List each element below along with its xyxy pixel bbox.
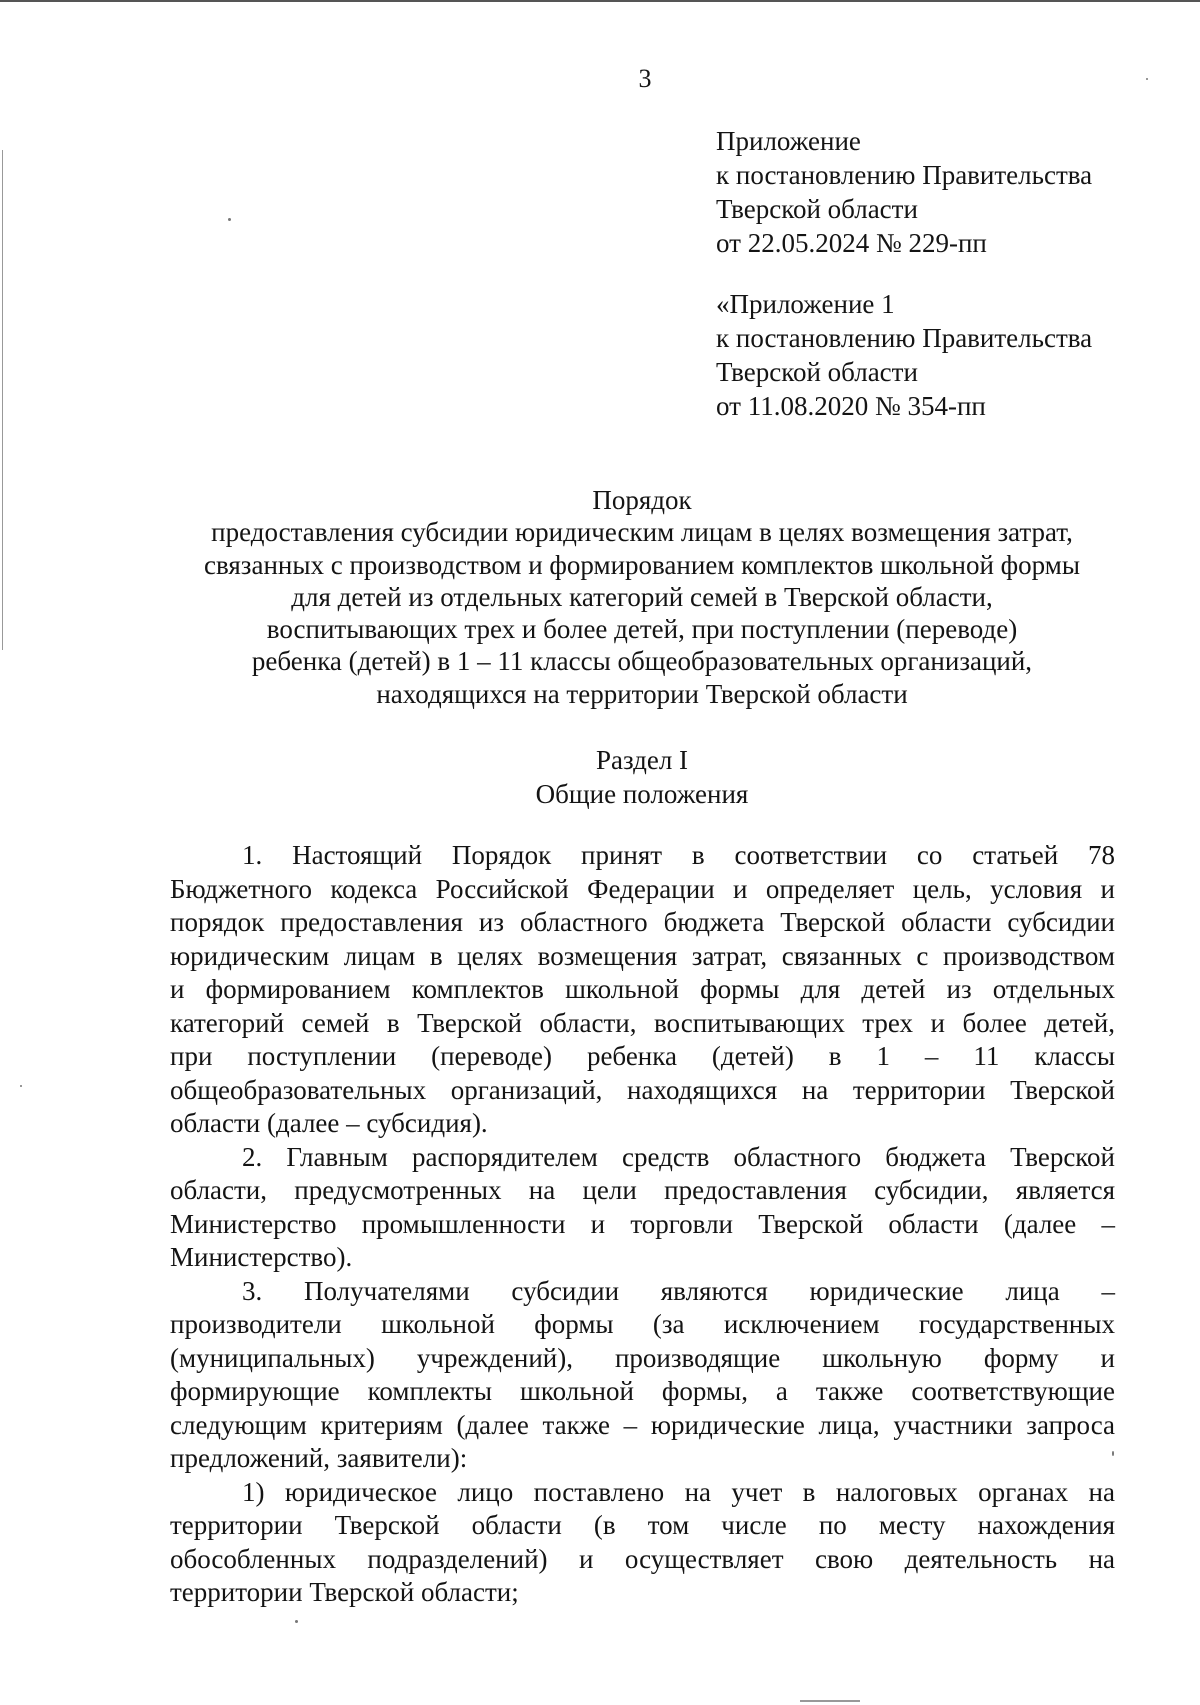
title-line: ребенка (детей) в 1 – 11 классы общеобразовательных организаций,: [251, 646, 1033, 677]
paragraph-line: следующим критериям (далее также – юридические лица, участники запроса: [170, 1409, 1115, 1440]
paragraph-line: 2. Главным распорядителем средств областного бюджета Тверской: [242, 1141, 1115, 1172]
paragraph-line: области (далее – субсидия).: [170, 1108, 488, 1138]
paragraph-line: производители школьной формы (за исключением государственных: [170, 1309, 1115, 1339]
document-body: [170, 839, 1115, 1610]
scan-speck: [228, 218, 231, 221]
paragraph-line: территории Тверской области (в том числе по месту нахождения: [170, 1510, 1115, 1540]
annex-reference: [716, 124, 1092, 260]
paragraph-line: области, предусмотренных на цели предоставления субсидии, является: [170, 1175, 1115, 1205]
paragraph-line: общеобразовательных организаций, находящихся на территории Тверской: [170, 1074, 1115, 1105]
paragraph-line: территории Тверской области;: [170, 1577, 519, 1607]
scan-edge-top: [0, 0, 1200, 2]
annex-line: от 22.05.2024 № 229-пп: [716, 228, 987, 258]
annex-line: к постановлению Правительства: [716, 160, 1093, 190]
paragraph-line: 1. Настоящий Порядок принят в соответствии со статьей 78: [242, 840, 1115, 870]
paragraph-line: (муниципальных) учреждений), производящие школьную форму и: [170, 1342, 1115, 1373]
scan-speck: [20, 1085, 22, 1087]
section-number: Раздел I: [595, 745, 689, 775]
scan-edge-bottom: [800, 1700, 860, 1702]
title-line: предоставления субсидии юридическим лицам в целях возмещения затрат,: [211, 517, 1073, 548]
paragraph-line: Министерство промышленности и торговли Тверской области (далее –: [170, 1208, 1115, 1239]
title-line: связанных с производством и формированием комплектов школьной формы: [204, 549, 1080, 580]
annex-one-line: «Приложение 1: [716, 289, 895, 319]
paragraph-line: Министерство).: [170, 1242, 353, 1272]
paragraph-line: Бюджетного кодекса Российской Федерации и определяет цель, условия и: [170, 873, 1115, 904]
annex-line: Тверской области: [716, 194, 918, 224]
title-line: для детей из отдельных категорий семей в Тверской области,: [291, 581, 993, 612]
annex-one-line: от 11.08.2020 № 354-пп: [716, 391, 986, 421]
paragraph-line: порядок предоставления из областного бюджета Тверской области субсидии: [170, 907, 1115, 937]
annex-line: Приложение: [716, 126, 861, 156]
page-number: 3: [638, 64, 652, 93]
section-name: Общие положения: [535, 779, 749, 809]
scan-speck: [295, 1620, 298, 1623]
paragraph-line: категорий семей в Тверской области, воспитывающих трех и более детей,: [170, 1007, 1115, 1038]
paragraph-line: предложений, заявители):: [170, 1443, 468, 1473]
title-heading: Порядок: [592, 485, 692, 515]
paragraph-line: и формированием комплектов школьной формы для детей из отдельных: [170, 974, 1115, 1004]
annex-one-line: к постановлению Правительства: [716, 323, 1093, 353]
title-line: находящихся на территории Тверской области: [376, 678, 908, 709]
paragraph-line: обособленных подразделений) и осуществляет свою деятельность на: [170, 1543, 1115, 1574]
paragraph-line: при поступлении (переводе) ребенка (детей) в 1 – 11 классы: [170, 1041, 1115, 1071]
paragraph-line: 1) юридическое лицо поставлено на учет в налоговых органах на: [242, 1476, 1115, 1507]
title-line: воспитывающих трех и более детей, при поступлении (переводе): [266, 614, 1018, 645]
paragraph-line: 3. Получателями субсидии являются юридические лица –: [242, 1275, 1115, 1306]
section-heading: [170, 743, 1114, 811]
paragraph-line: юридическим лицам в целях возмещения затрат, связанных с производством: [170, 940, 1115, 971]
document-title: [170, 484, 1114, 710]
scan-edge-left: [2, 150, 3, 650]
annex-one-line: Тверской области: [716, 357, 918, 387]
annex-one-reference: [716, 287, 1092, 423]
paragraph-line: формирующие комплекты школьной формы, а также соответствующие: [170, 1376, 1115, 1406]
